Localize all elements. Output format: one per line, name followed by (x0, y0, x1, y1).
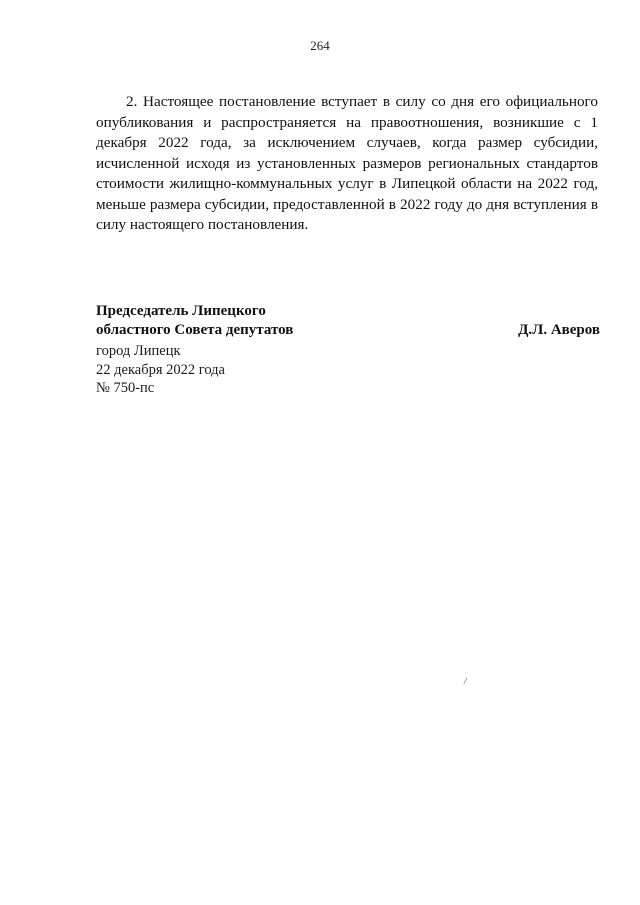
paragraph-line: меньше размера субсидии, предоставленной в 2022 году до дня вступления в (96, 195, 598, 213)
paragraph-2 (96, 92, 598, 236)
paragraph-line: декабря 2022 года, за исключением случаев, когда размер субсидии, (96, 134, 598, 151)
paragraph-line: опубликования и распространяется на правоотношения, возникшие с 1 (96, 113, 598, 131)
signer-position-line-2: областного Совета депутатов (96, 322, 294, 338)
paragraph-line: стоимости жилищно-коммунальных услуг в Липецкой области на 2022 год, (96, 175, 598, 192)
stray-mark: / (464, 676, 467, 686)
paragraph-line: исчисленной исходя из установленных размеров региональных стандартов (96, 154, 598, 172)
document-number: № 750-пс (96, 380, 155, 396)
signature-block (96, 302, 600, 340)
page-number: 264 (310, 38, 330, 53)
city-name: город Липецк (96, 343, 181, 359)
document-date: 22 декабря 2022 года (96, 361, 225, 378)
signer-position-line-1: Председатель Липецкого (96, 303, 266, 319)
paragraph-line: силу настоящего постановления. (96, 216, 309, 233)
signer-name: Д.Л. Аверов (518, 322, 600, 338)
signature-row (96, 321, 600, 340)
paragraph-line: 2. Настоящее постановление вступает в силу со дня его официального (126, 93, 598, 110)
place-date-number-block (96, 342, 225, 398)
